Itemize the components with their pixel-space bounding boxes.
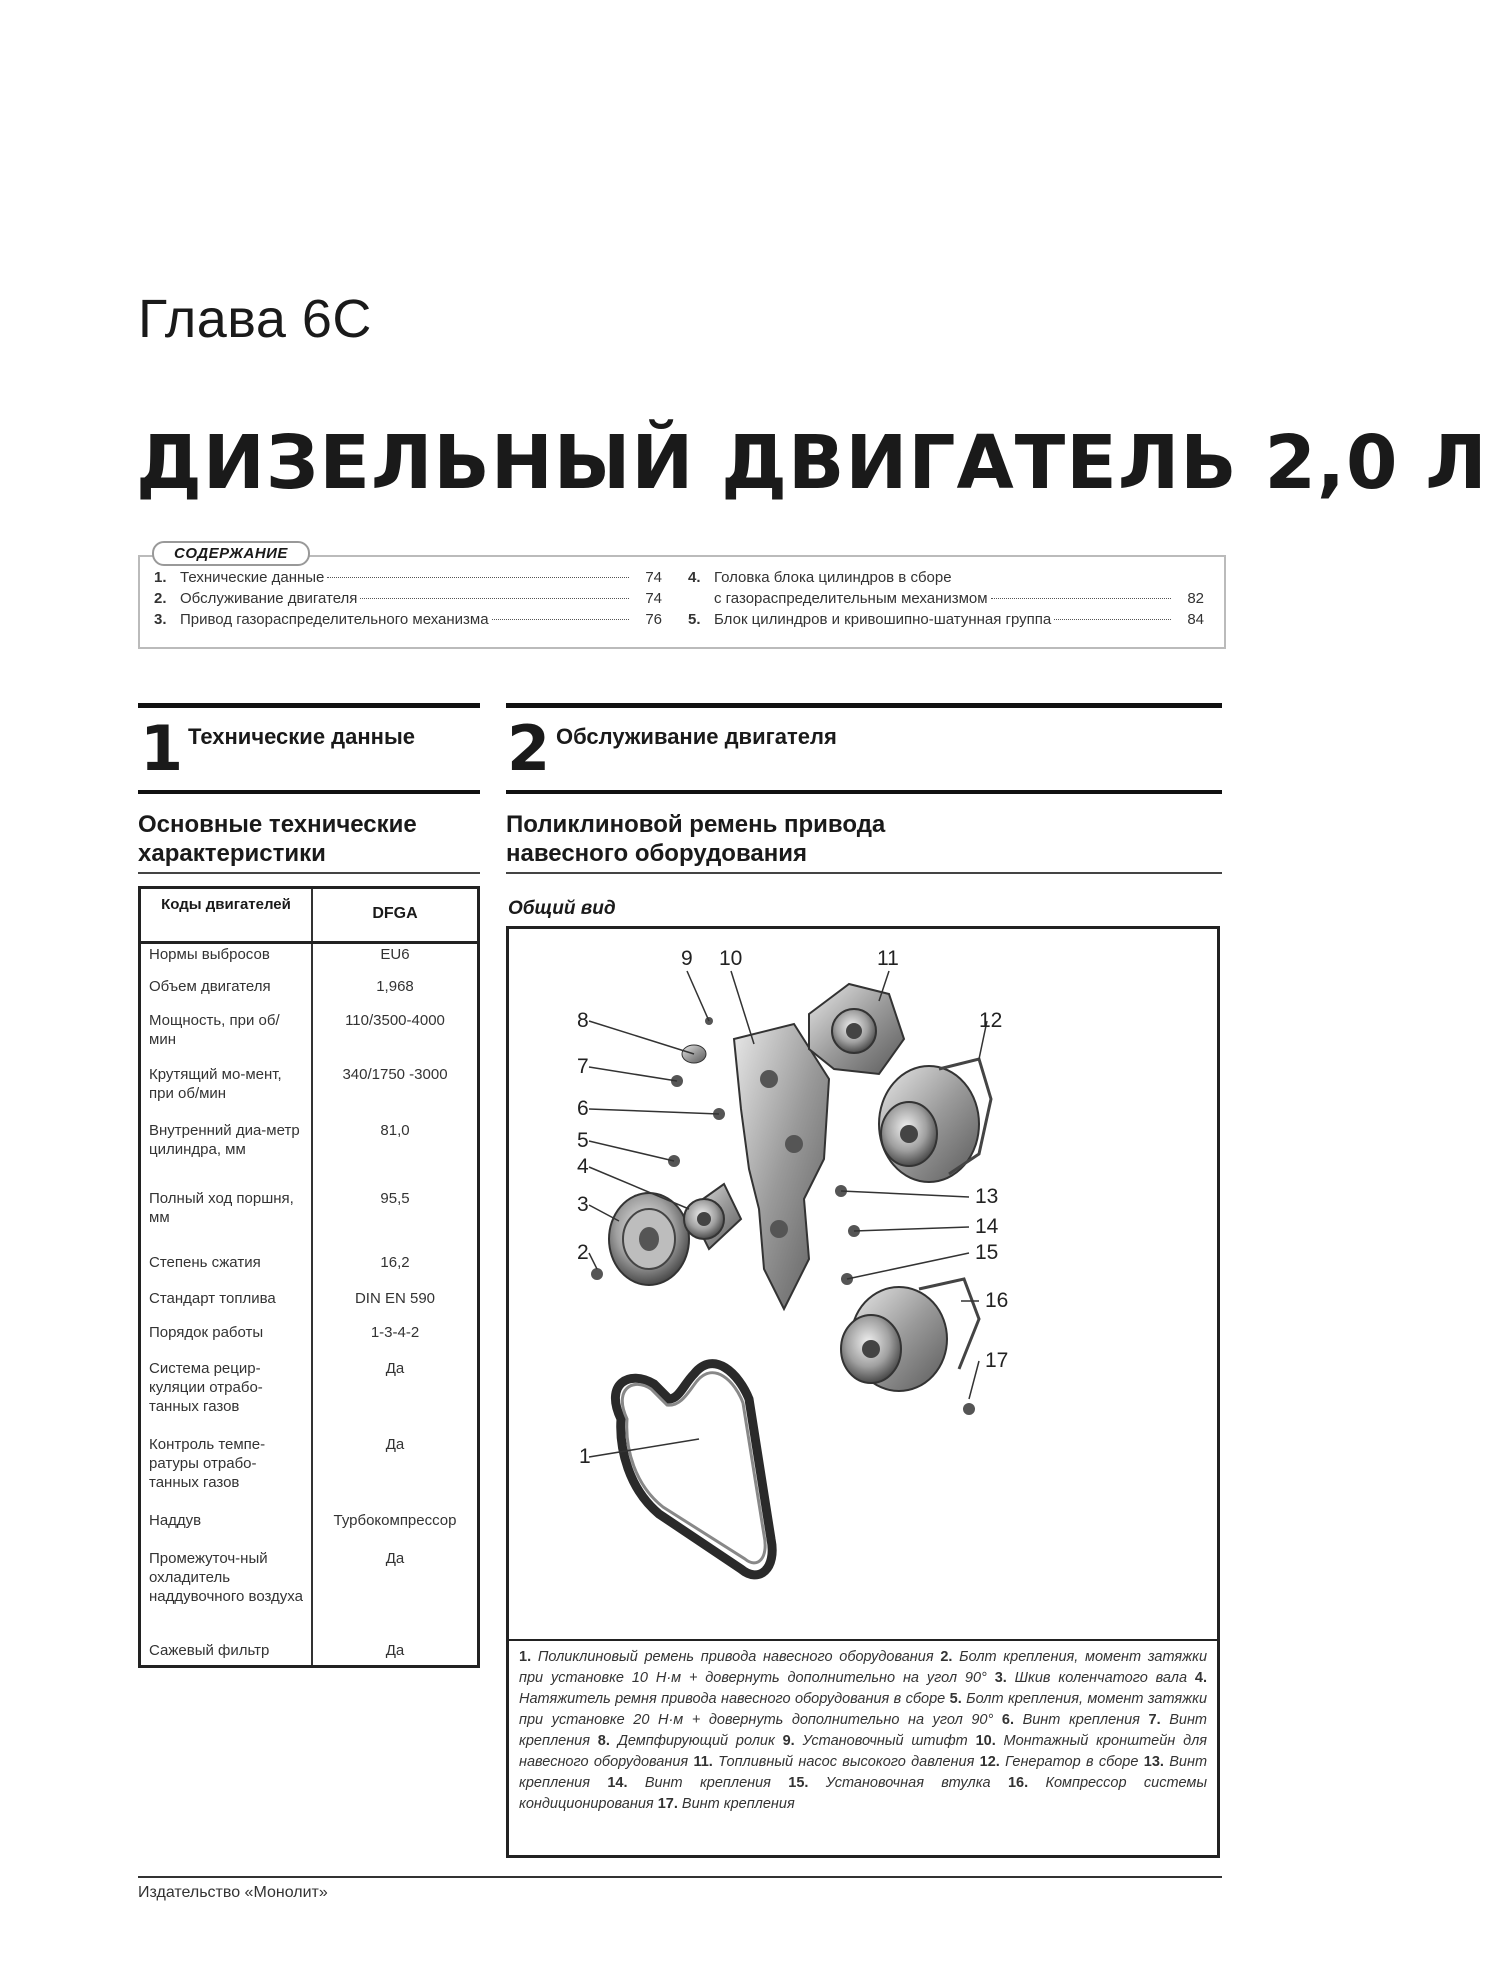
callout-3: 3: [577, 1193, 589, 1216]
fuel-pump: [809, 984, 904, 1074]
caption-rule: [509, 1639, 1217, 1641]
figure-box: [506, 926, 1220, 1858]
contents-label: СОДЕРЖАНИЕ: [152, 541, 310, 566]
section-2-subtitle-rule: [506, 872, 1222, 874]
ac-compressor: [841, 1279, 979, 1391]
publisher-footer: Издательство «Монолит»: [138, 1884, 328, 1901]
callout-16: 16: [985, 1289, 1009, 1312]
engine-accessory-drive-diagram: [509, 929, 1217, 1637]
alternator: [879, 1059, 991, 1182]
contents-right-column: [688, 569, 1204, 632]
callout-14: 14: [975, 1215, 999, 1238]
section-1-top-rule: [138, 703, 480, 708]
callout-4: 4: [577, 1155, 589, 1178]
callout-9: 9: [681, 947, 693, 970]
belt-shape: [615, 1364, 772, 1575]
contents-item[interactable]: с газораспределительным механизмом 82: [714, 590, 1204, 607]
callout-1: 1: [579, 1445, 591, 1468]
section-2-subtitle: Поликлиновой ремень привода навесного оборудования: [506, 811, 886, 867]
callout-2: 2: [577, 1241, 589, 1264]
section-2-top-rule: [506, 703, 1222, 708]
callout-17: 17: [985, 1349, 1009, 1372]
figure-label: Общий вид: [508, 898, 616, 919]
chapter-heading: Глава 6С: [138, 289, 372, 349]
crankshaft-pulley: [609, 1193, 689, 1285]
contents-item[interactable]: 1. Технические данные 74: [154, 569, 662, 586]
page-title: ДИЗЕЛЬНЫЙ ДВИГАТЕЛЬ 2,0 Л: [136, 420, 1488, 506]
contents-item[interactable]: 3. Привод газораспределительного механизма 76: [154, 611, 662, 628]
footer-rule: [138, 1876, 1222, 1878]
section-1-bottom-rule: [138, 790, 480, 794]
contents-item[interactable]: 5. Блок цилиндров и кривошипно-шатунная группа 84: [688, 611, 1204, 628]
figure-caption: 1. Поликлиновый ремень привода навесного оборудования 2. Болт крепления, момент затяжки при установке 10 Н·м + довернуть дополнительно на угол 90° 3. Шкив коленчатого вала 4. Натяжитель ремня привода навесного оборудования в сборе 5. Болт крепления, момент затяжки при установке 20 Н·м + довернуть дополнительно на угол 90° 6. Винт крепления 7. Винт крепления 8. Демпфирующий ролик 9. Установочный штифт 10. Монтажный кронштейн для навесного оборудования 11. Топливный насос высокого давления 12. Генератор в сборе 13. Винт крепления 14. Винт крепления 15. Установочная втулка 16. Компрессор системы кондиционирования 17. Винт крепления: [519, 1649, 1208, 1812]
section-2-title: Обслуживание двигателя: [556, 724, 837, 749]
contents-box: [138, 555, 1226, 649]
section-1-subtitle-rule: [138, 872, 480, 874]
section-1-number: 1: [140, 712, 184, 785]
contents-left-column: [154, 569, 662, 632]
section-2-number: 2: [507, 712, 551, 785]
callout-12: 12: [979, 1009, 1003, 1032]
callout-5: 5: [577, 1129, 589, 1152]
callout-10: 10: [719, 947, 743, 970]
mounting-bracket: [734, 1024, 829, 1309]
callout-15: 15: [975, 1241, 999, 1264]
spec-table: Коды двигателей DFGA Нормы выбросов EU6 Объем двигателя 1,968 Мощность, при об/мин 110/3500-4000 Крутящий мо-мент, при об/мин 340/1750 -3000 Внутренний диа-метр цилиндра, мм 81,0 Полный ход поршня, мм 95,5 Степень сжатия 16,2 Стандарт топлива DIN EN 590 Порядок работы 1-3-4-2 Система рецир-куляции отрабо-танных газов Да Контроль темпе-ратуры отрабо-танных газов Да Наддув Турбокомпрессор Промежуточ-ный охладитель наддувочного воздуха Да Сажевый фильтр Да: [138, 886, 480, 1668]
section-2-bottom-rule: [506, 790, 1222, 794]
callout-13: 13: [975, 1185, 999, 1208]
section-1-title: Технические данные: [188, 724, 415, 749]
belt-tensioner: [684, 1184, 741, 1249]
callout-6: 6: [577, 1097, 589, 1120]
callout-11: 11: [877, 947, 899, 970]
callout-7: 7: [577, 1055, 589, 1078]
contents-item[interactable]: 2. Обслуживание двигателя 74: [154, 590, 662, 607]
section-1-subtitle: Основные технические характеристики: [138, 811, 417, 867]
callout-8: 8: [577, 1009, 589, 1032]
contents-item[interactable]: 4. Головка блока цилиндров в сборе: [688, 569, 952, 586]
spec-table-header: Коды двигателей DFGA: [141, 889, 477, 944]
